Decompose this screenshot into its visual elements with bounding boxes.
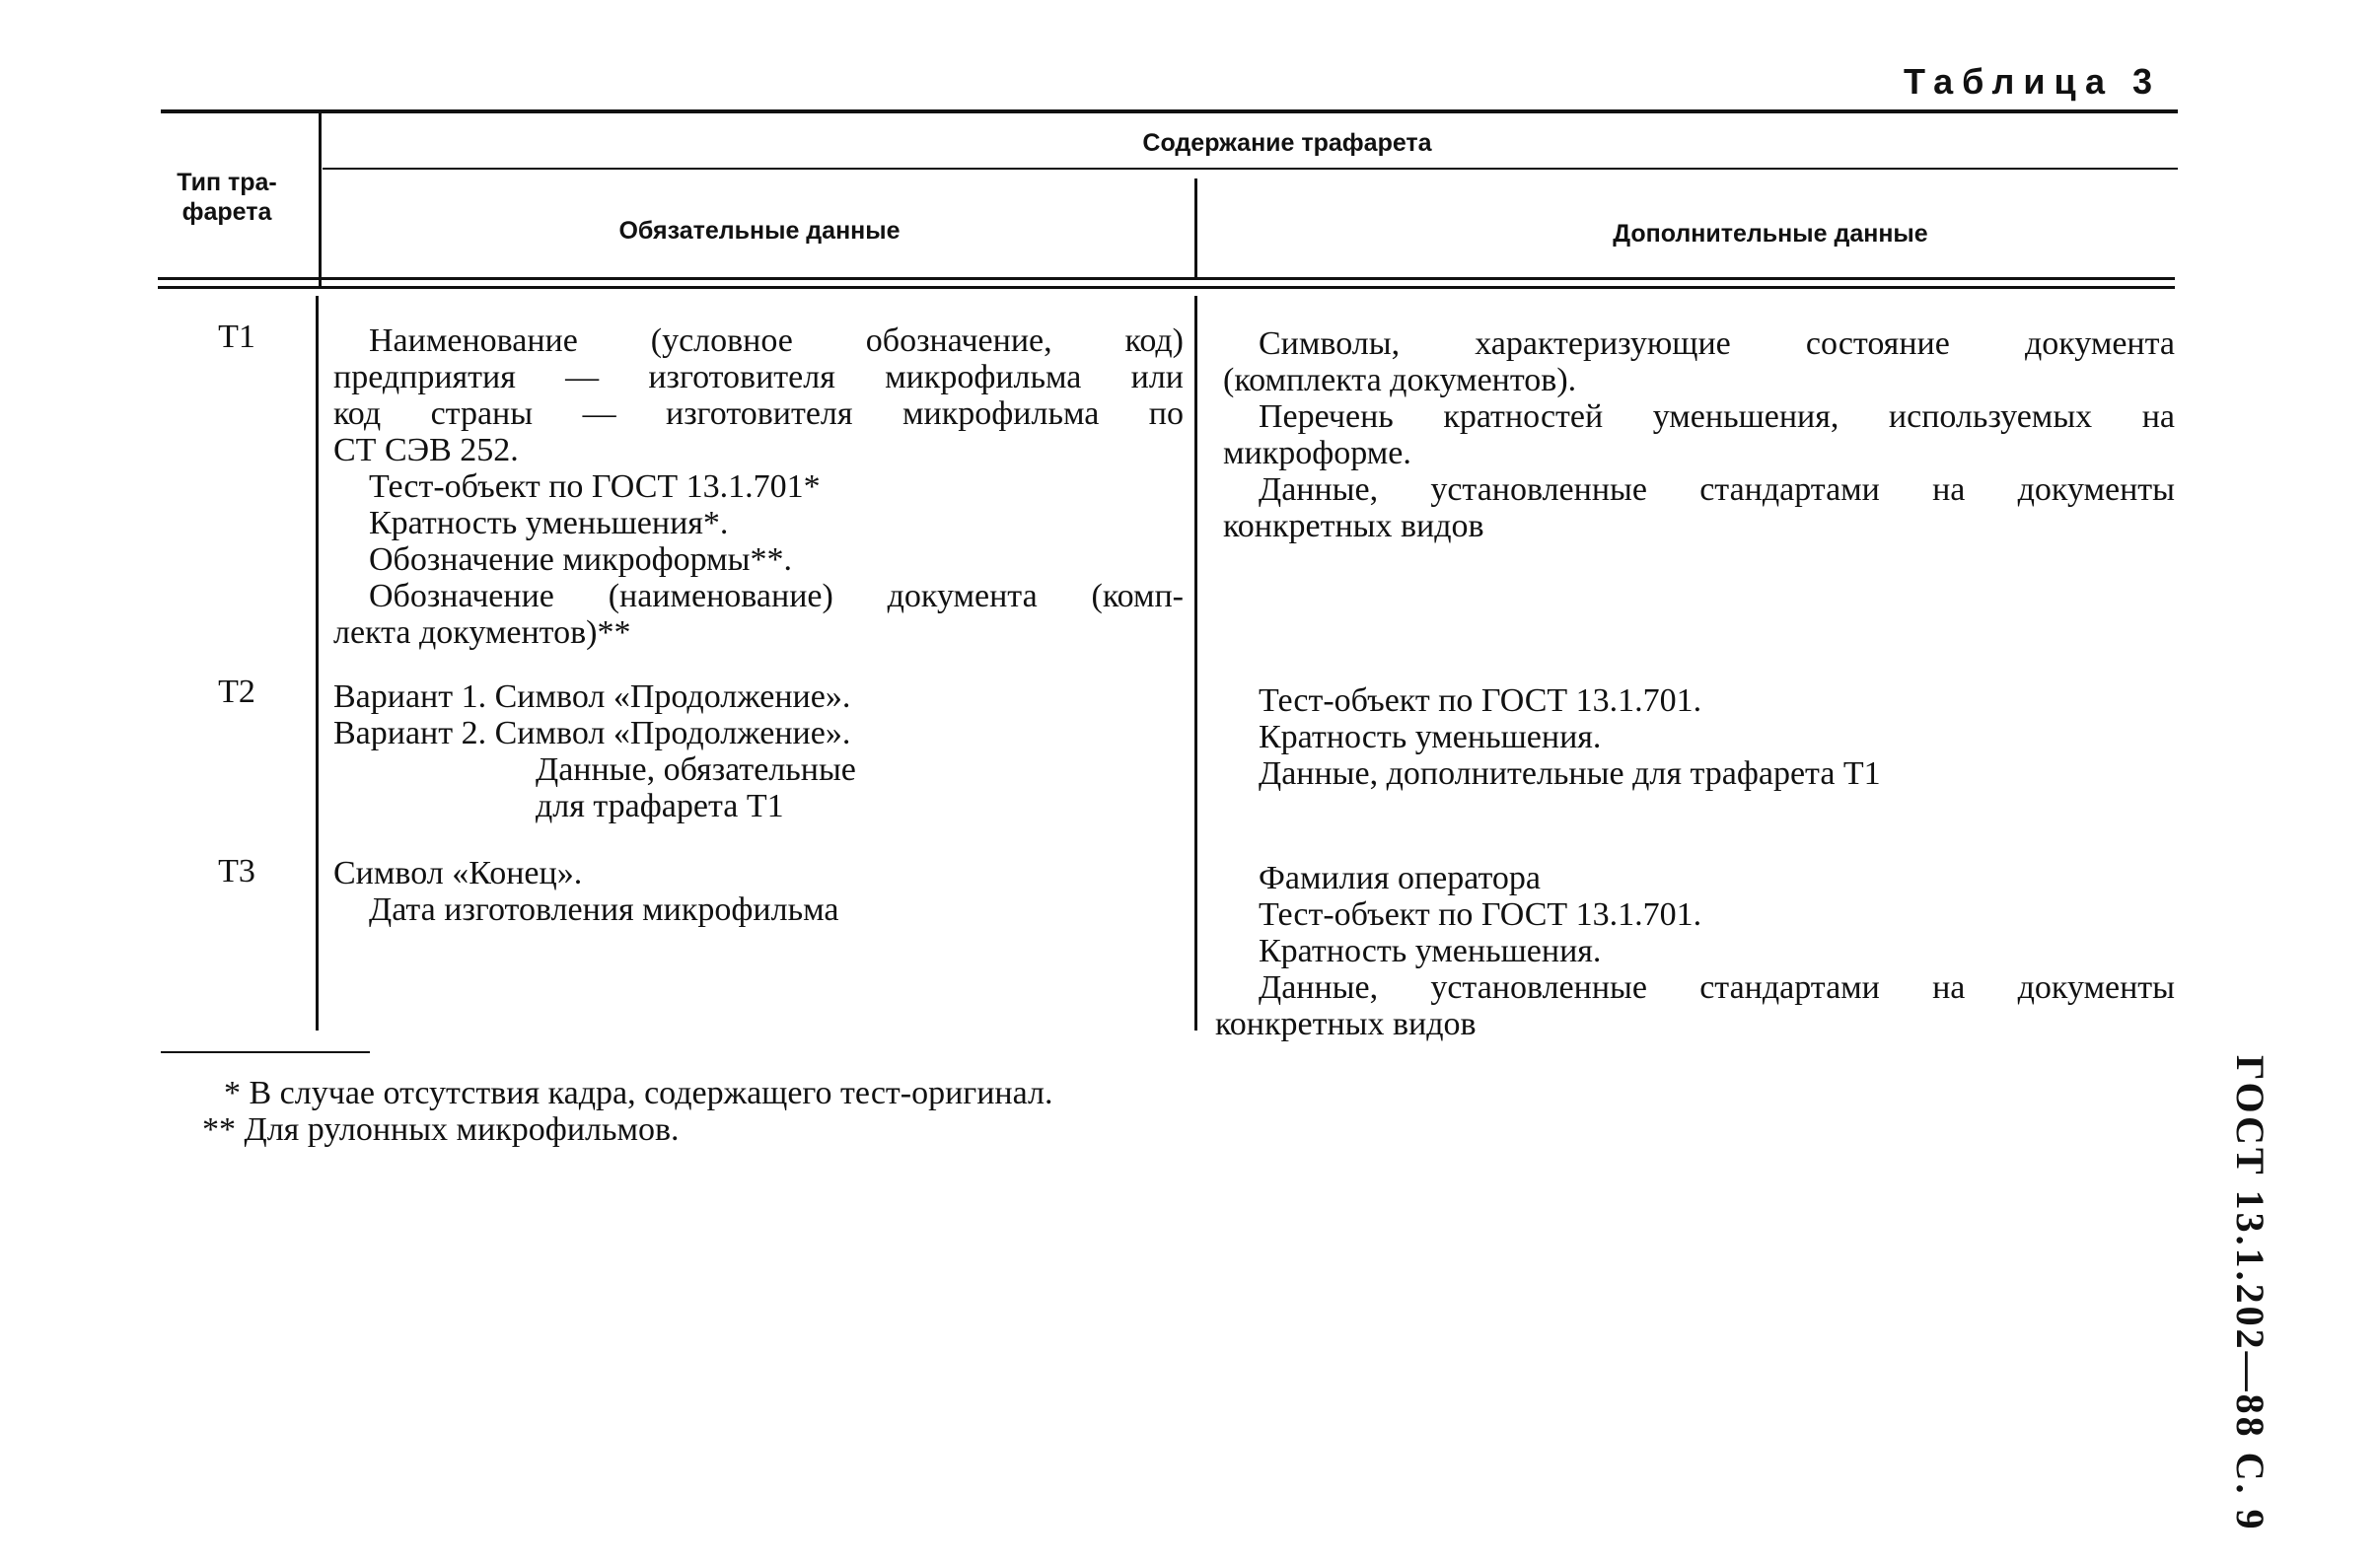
row-t2-required: [333, 678, 1184, 824]
text-line: Тест-объект по ГОСТ 13.1.701.: [1259, 682, 1702, 719]
text-line: Наименование (условное обозначение, код): [369, 322, 1184, 359]
document-side-title: ГОСТ 13.1.202—88 С. 9: [2228, 1055, 2272, 1532]
row-t3-optional: [1215, 860, 2175, 1042]
header-bottom-rule-1: [158, 277, 2175, 280]
text-line: Обозначение (наименование) документа (комп-: [369, 578, 1184, 614]
footnote-2: ** Для рулонных микрофильмов.: [202, 1111, 680, 1148]
text-line: Перечень кратностей уменьшения, используемых на: [1259, 398, 2175, 435]
text-line: лекта документов)**: [333, 614, 631, 651]
type-column-divider-lower: [316, 296, 319, 1031]
row-type-t2: Т2: [218, 674, 255, 710]
text-line: Вариант 2. Символ «Продолжение».: [333, 715, 851, 751]
row-type-t1: Т1: [218, 319, 255, 355]
group-header-rule: [323, 168, 2178, 170]
text-line: предприятия — изготовителя микрофильма или: [333, 359, 1184, 395]
table-top-rule: [161, 109, 2178, 113]
row-t2-optional: [1223, 682, 2175, 792]
type-column-divider: [319, 111, 322, 289]
text-line: Фамилия оператора: [1259, 860, 1541, 896]
footnotes: [202, 1075, 1053, 1148]
type-column-header-line-2: фарета: [181, 198, 272, 226]
text-line: Символ «Конец».: [333, 855, 583, 891]
text-line: конкретных видов: [1223, 508, 1484, 544]
header-bottom-rule-2: [158, 286, 2175, 289]
text-line: Кратность уменьшения*.: [369, 505, 729, 541]
row-t1-optional: [1223, 325, 2175, 544]
text-line: Кратность уменьшения.: [1259, 933, 1602, 969]
text-line: конкретных видов: [1215, 1006, 1477, 1042]
footnote-1: * В случае отсутствия кадра, содержащего тест-оригинал.: [224, 1075, 1053, 1111]
text-line: (комплекта документов).: [1223, 362, 1577, 398]
footnote-rule: [161, 1051, 370, 1053]
table-title: Таблица 3: [1904, 61, 2162, 102]
text-line: Данные, дополнительные для трафарета Т1: [1259, 755, 1881, 792]
text-line: код страны — изготовителя микрофильма по: [333, 395, 1184, 432]
type-column-header-line-1: Тип тра-: [177, 169, 277, 196]
text-line: Вариант 1. Символ «Продолжение».: [333, 678, 851, 715]
text-line: Данные, установленные стандартами на документы: [1259, 969, 2175, 1006]
row-t1-required: [333, 322, 1184, 651]
text-line: Обозначение микроформы**.: [369, 541, 792, 578]
text-line: Тест-объект по ГОСТ 13.1.701.: [1259, 896, 1702, 933]
text-line: Символы, характеризующие состояние документа: [1259, 325, 2175, 362]
text-line: микроформе.: [1223, 435, 1411, 471]
text-line: Данные, обязательные: [536, 751, 856, 788]
text-line: Дата изготовления микрофильма: [369, 891, 839, 928]
text-line: для трафарета Т1: [536, 788, 784, 824]
text-line: Данные, установленные стандартами на документы: [1259, 471, 2175, 508]
optional-data-header: Дополнительные данные: [1613, 220, 1928, 248]
text-line: Тест-объект по ГОСТ 13.1.701*: [369, 468, 821, 505]
row-t3-required: [333, 855, 1184, 928]
required-data-header: Обязательные данные: [618, 217, 901, 245]
row-type-t3: Т3: [218, 853, 255, 889]
type-column-header: [158, 168, 296, 227]
content-column-divider-header: [1194, 178, 1197, 277]
text-line: Кратность уменьшения.: [1259, 719, 1602, 755]
group-header: Содержание трафарета: [1142, 129, 1432, 157]
content-column-divider: [1194, 296, 1197, 1031]
text-line: СТ СЭВ 252.: [333, 432, 519, 468]
